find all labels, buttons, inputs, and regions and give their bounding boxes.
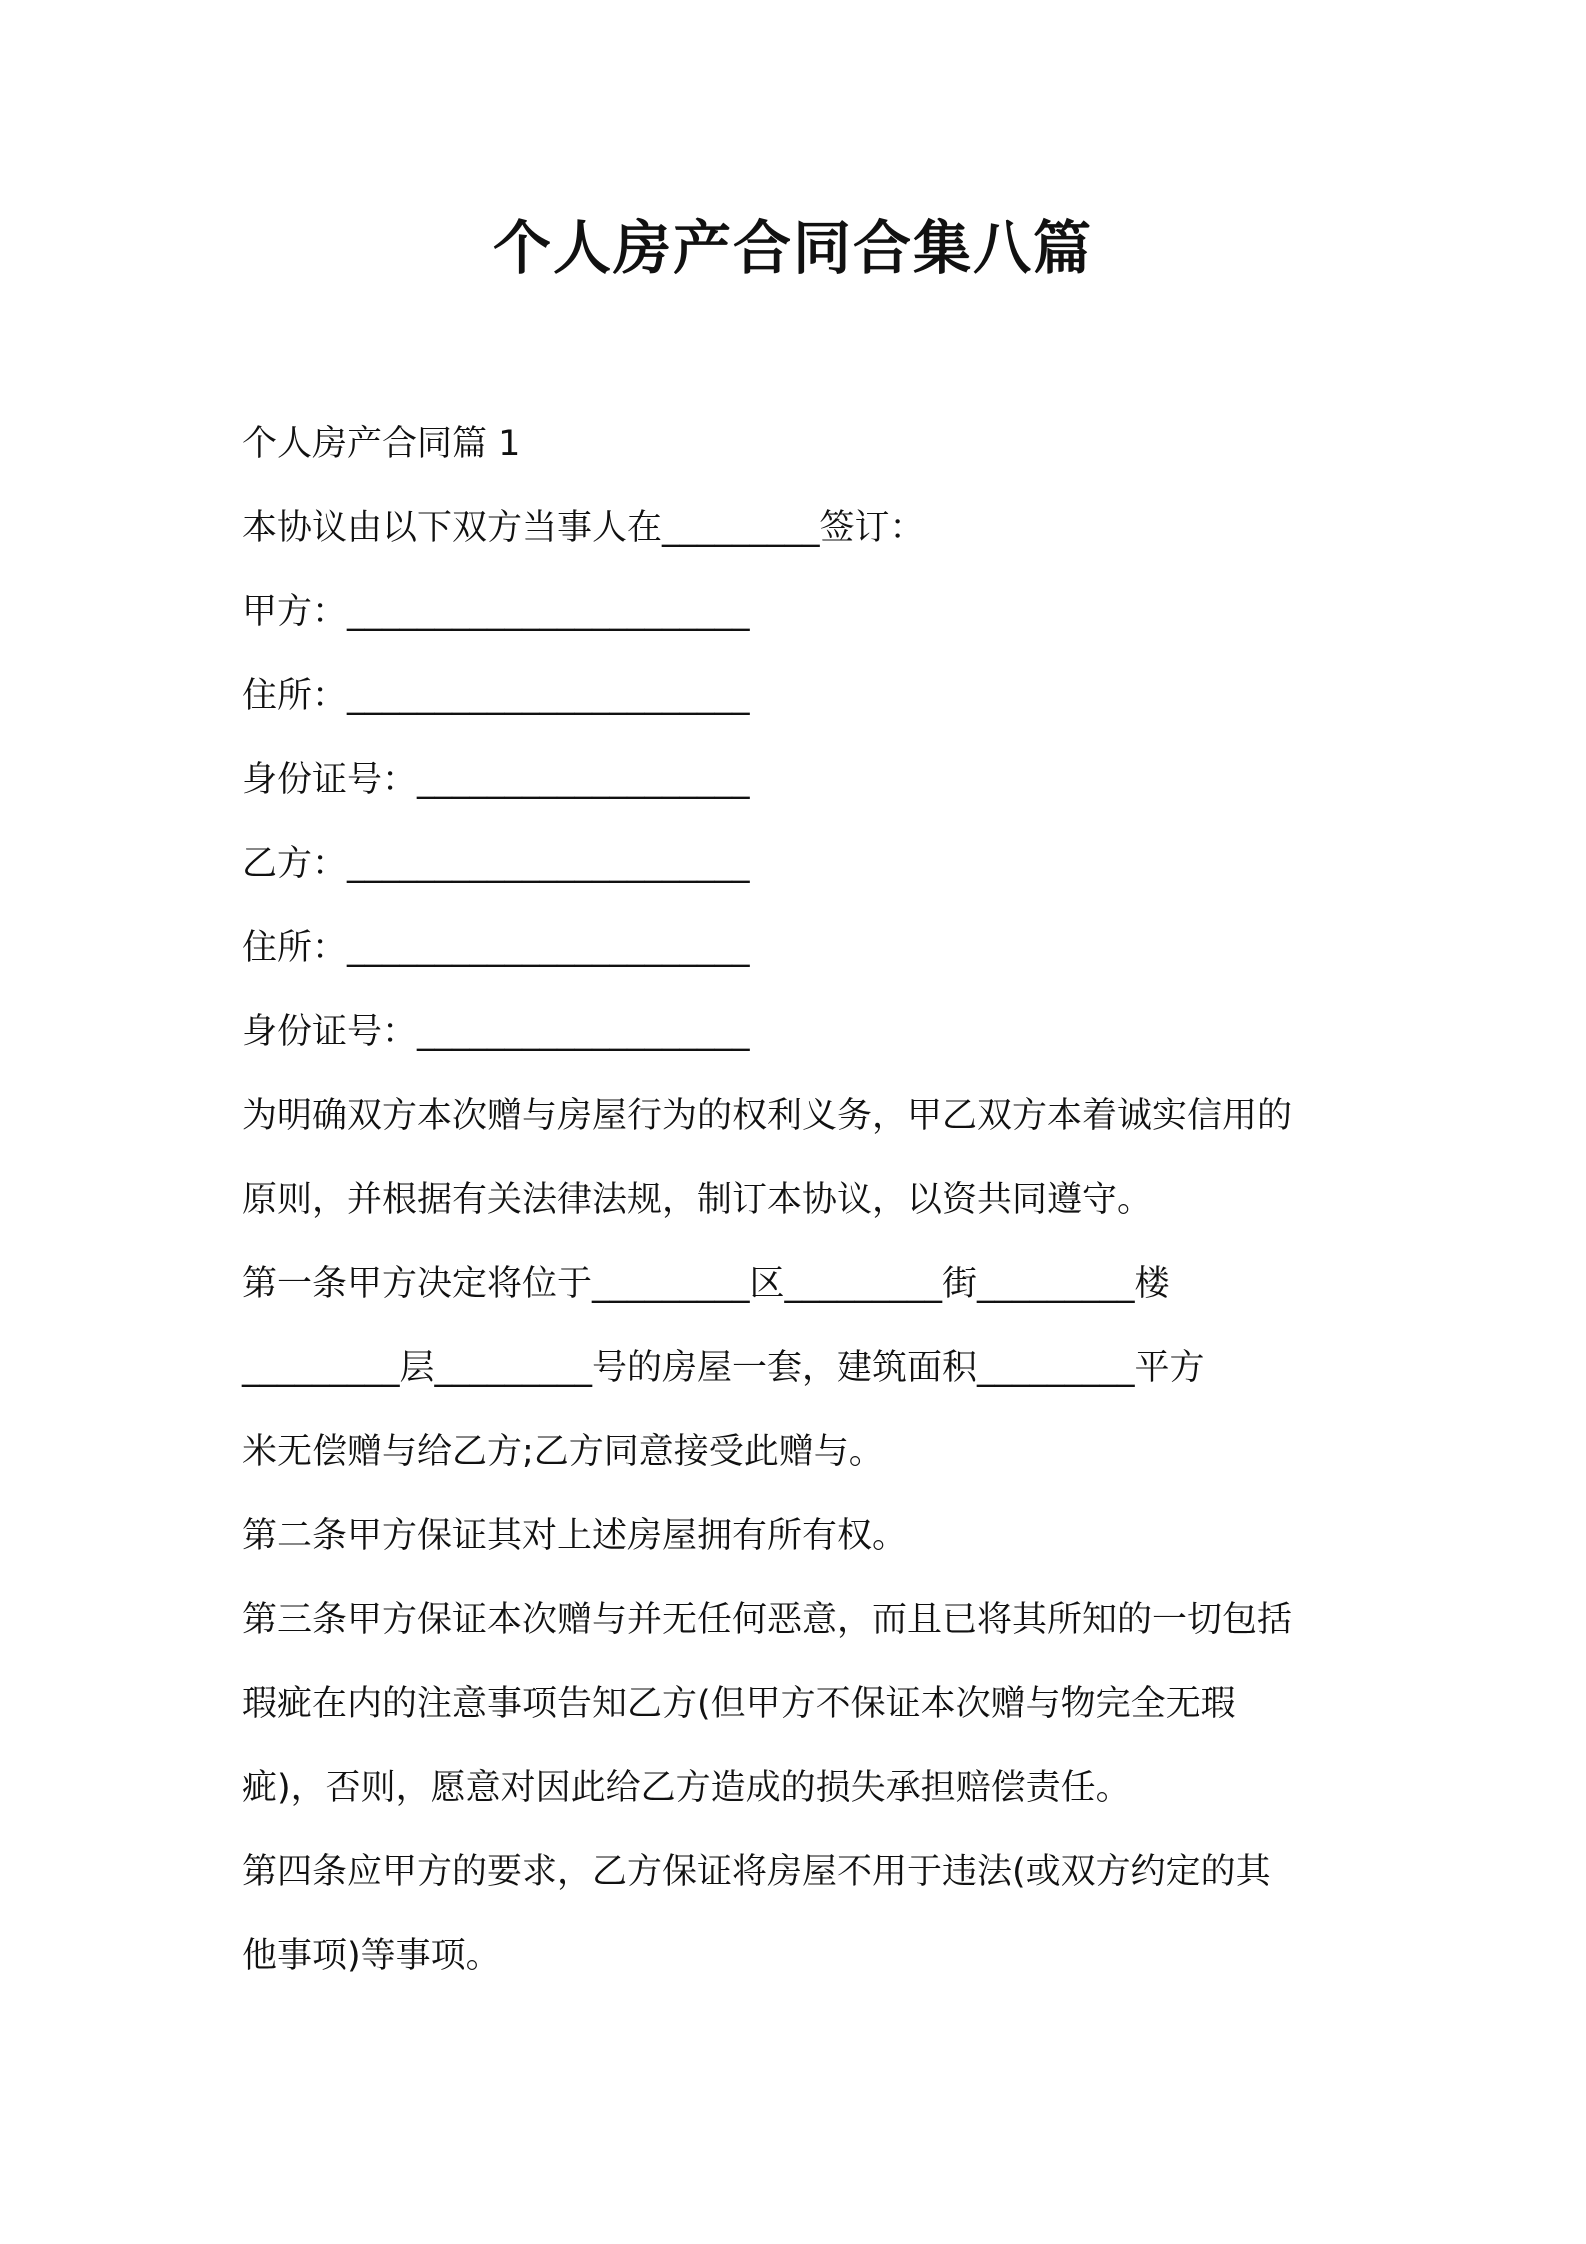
document-title: 个人房产合同合集八篇 (492, 214, 1093, 282)
section-heading: 个人房产合同篇 1 (242, 424, 521, 464)
party-b-address-field: 住所：_______________________ (242, 928, 750, 968)
clause-line: 米无偿赠与给乙方;乙方同意接受此赠与。 (242, 1432, 884, 1472)
paragraph-line: 为明确双方本次赠与房屋行为的权利义务，甲乙双方本着诚实信用的 (242, 1096, 1293, 1136)
clause-line: 第四条应甲方的要求，乙方保证将房屋不用于违法(或双方约定的其 (242, 1852, 1271, 1892)
intro-line: 本协议由以下双方当事人在_________签订： (242, 508, 925, 548)
clause-line: 疵)，否则，愿意对因此给乙方造成的损失承担赔偿责任。 (242, 1768, 1131, 1808)
party-a-field: 甲方：_______________________ (242, 592, 750, 632)
party-b-field: 乙方：_______________________ (242, 844, 750, 884)
clause-line: 第一条甲方决定将位于_________区_________街_________楼 (242, 1264, 1170, 1304)
clause-line: 瑕疵在内的注意事项告知乙方(但甲方不保证本次赠与物完全无瑕 (242, 1684, 1236, 1724)
clause-line: 第三条甲方保证本次赠与并无任何恶意，而且已将其所知的一切包括 (242, 1600, 1293, 1640)
clause-line: _________层_________号的房屋一套，建筑面积_________平方 (242, 1348, 1205, 1388)
document-body (242, 402, 1362, 1998)
party-b-id-field: 身份证号：___________________ (242, 1012, 750, 1052)
party-a-address-field: 住所：_______________________ (242, 676, 750, 716)
party-a-id-field: 身份证号：___________________ (242, 760, 750, 800)
paragraph-line: 原则，并根据有关法律法规，制订本协议，以资共同遵守。 (242, 1180, 1153, 1220)
clause-line: 他事项)等事项。 (242, 1936, 501, 1976)
clause-line: 第二条甲方保证其对上述房屋拥有所有权。 (242, 1516, 908, 1556)
